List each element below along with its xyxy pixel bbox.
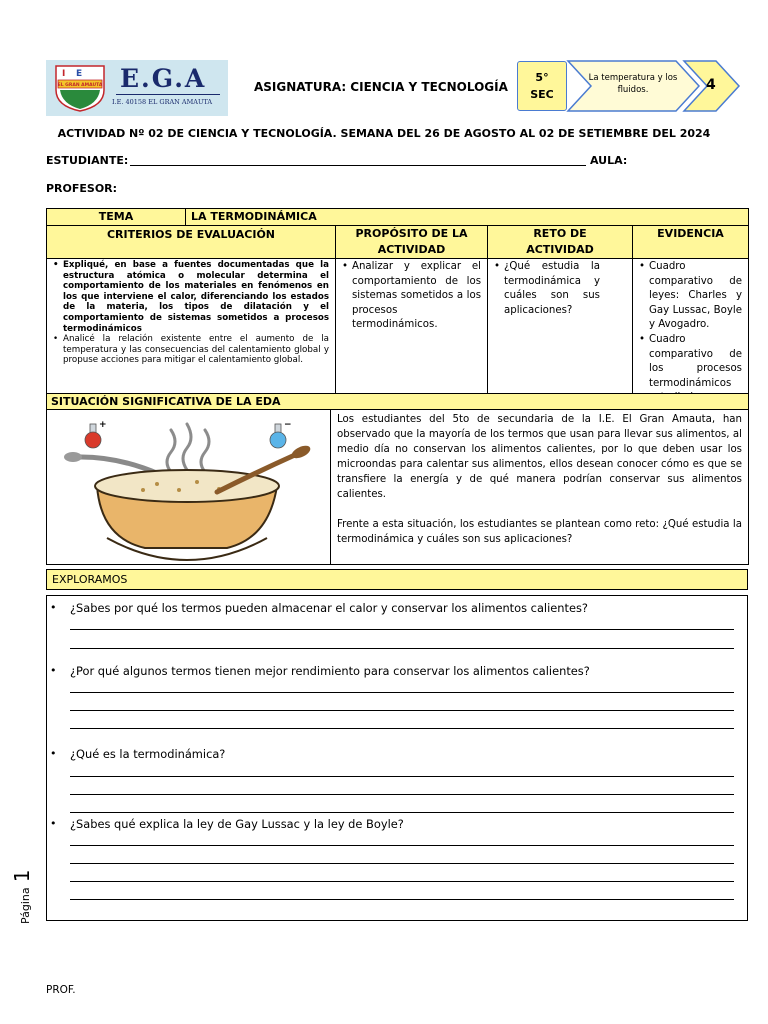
question-bullet: •	[50, 664, 57, 677]
answer-line[interactable]	[70, 692, 734, 693]
soup-bowl-illustration	[47, 410, 330, 564]
evidencia-cell	[632, 258, 749, 394]
situacion-paragraph: Frente a esta situación, los estudiantes se plantean como reto: ¿Qué estudia la termodinámica y cuáles son sus aplicaciones?	[337, 519, 742, 545]
svg-text:E: E	[76, 69, 83, 79]
question-1: ¿Sabes por qué los termos pueden almacenar el calor y conservar los alimentos calientes?	[70, 601, 588, 615]
question-4: ¿Sabes qué explica la ley de Gay Lussac y la ley de Boyle?	[70, 817, 404, 831]
tema-label-cell	[46, 208, 186, 226]
student-label: ESTUDIANTE:	[46, 154, 129, 167]
reto-header-cell	[487, 225, 633, 259]
evidencia-item: • Cuadro comparativo de los procesos termodinámicos	[639, 333, 742, 406]
question-bullet: •	[50, 601, 57, 614]
tema-label: TEMA	[98, 210, 134, 223]
question-bullet: •	[50, 817, 57, 830]
criterios-header-cell	[46, 225, 336, 259]
proposito-header: PROPÓSITO DE LA ACTIVIDAD	[355, 227, 468, 256]
answer-line[interactable]	[70, 776, 734, 777]
unit-topic: La temperatura y los fluidos.	[588, 73, 678, 95]
tema-value: LA TERMODINÁMICA	[191, 210, 317, 223]
activity-title: ACTIVIDAD Nº 02 DE CIENCIA Y TECNOLOGÍA. SEMANA DEL 26 DE AGOSTO AL 02 DE SETIEMBRE DEL 2024	[57, 127, 711, 140]
situacion-text-cell	[330, 409, 749, 565]
answer-line[interactable]	[70, 899, 734, 900]
question-2: ¿Por qué algunos termos tienen mejor rendimiento para conservar los alimentos calientes?	[70, 664, 590, 678]
page-number: 1	[10, 869, 34, 883]
situacion-header-cell	[46, 393, 749, 410]
svg-text:EL GRAN AMAUTA: EL GRAN AMAUTA	[57, 83, 103, 88]
steam-icon	[167, 424, 209, 472]
student-name-field[interactable]	[130, 165, 586, 166]
grade-number: 5°	[535, 71, 549, 84]
aula-label: AULA:	[590, 154, 628, 167]
answer-line[interactable]	[70, 812, 734, 813]
proposito-cell	[335, 258, 488, 394]
subject-title: ASIGNATURA: CIENCIA Y TECNOLOGÍA	[254, 80, 508, 94]
page-number-label	[10, 864, 34, 924]
situacion-paragraph: Los estudiantes del 5to de secundaria de la I.E. El Gran Amauta, han observado que la mayoría de los termos que usan para llevar sus alimentos, al medio día no conservan los alimentos calientes, por lo que deben usar los microondas para calentar sus alimentos, ellos desean conocer cómo es que se transfiere la energía y de qué manera podrían conservar sus alimentos calientes.	[337, 414, 742, 500]
shield-icon	[52, 64, 108, 112]
answer-line[interactable]	[70, 881, 734, 882]
question-3: ¿Qué es la termodinámica?	[70, 747, 226, 761]
criterio-item: • Analicé la relación existente entre el aumento de la temperatura y las consecuencias del calentamiento global y propuse acciones para mitigar el calentamiento global.	[53, 334, 329, 366]
answer-line[interactable]	[70, 845, 734, 846]
svg-text:I: I	[62, 69, 66, 79]
proposito-item: • Analizar y explicar el comportamiento de los sistemas sometidos a los procesos termodinámicos.	[342, 260, 481, 333]
reto-header: RETO DE ACTIVIDAD	[526, 227, 594, 256]
criterios-cell	[46, 258, 336, 394]
logo-title: E.G.A	[120, 64, 207, 93]
answer-line[interactable]	[70, 710, 734, 711]
grade-level: SEC	[530, 88, 554, 101]
criterio-item: • Expliqué, en base a fuentes documentadas que la estructura atómica o molecular determina el comportamiento de los materiales en fenómenos en los que interviene el calor, diferenciando los estados de la materia, los tipos de dilatación y el comportamiento de sistemas sometidos a procesos termodinámicos	[53, 260, 329, 334]
situacion-image-cell	[46, 409, 331, 565]
grade-box	[517, 61, 567, 111]
answer-line[interactable]	[70, 794, 734, 795]
evidencia-header: EVIDENCIA	[657, 227, 724, 240]
answer-line[interactable]	[70, 648, 734, 649]
footer-prof: PROF.	[46, 984, 76, 996]
reto-item: • ¿Qué estudia la termodinámica y cuáles son sus aplicaciones?	[494, 260, 600, 318]
answer-line[interactable]	[70, 728, 734, 729]
unit-number: 4	[706, 77, 716, 93]
logo-subtitle: I.E. 40158 EL GRAN AMAUTA	[112, 98, 213, 106]
question-bullet: •	[50, 747, 57, 760]
evidencia-header-cell	[632, 225, 749, 259]
svg-text:−: −	[284, 420, 292, 430]
svg-text:+: +	[99, 420, 107, 430]
situacion-header: SITUACIÓN SIGNIFICATIVA DE LA EDA	[51, 395, 281, 408]
tema-value-cell	[185, 208, 749, 226]
reto-cell	[487, 258, 633, 394]
explore-header: EXPLORAMOS	[52, 573, 128, 586]
page-word: Página	[19, 887, 32, 924]
teacher-label: PROFESOR:	[46, 182, 118, 195]
explore-header-cell	[46, 569, 748, 590]
answer-line[interactable]	[70, 629, 734, 630]
hot-flask-icon	[85, 420, 107, 448]
answer-line[interactable]	[70, 863, 734, 864]
criterios-header: CRITERIOS DE EVALUACIÓN	[106, 228, 276, 241]
cold-flask-icon	[270, 420, 292, 448]
evidencia-item: • Cuadro comparativo de leyes: Charles y Gay Lussac, Boyle y Avogadro.	[639, 260, 742, 333]
proposito-header-cell	[335, 225, 488, 259]
school-logo	[46, 60, 228, 116]
logo-divider	[116, 94, 220, 95]
